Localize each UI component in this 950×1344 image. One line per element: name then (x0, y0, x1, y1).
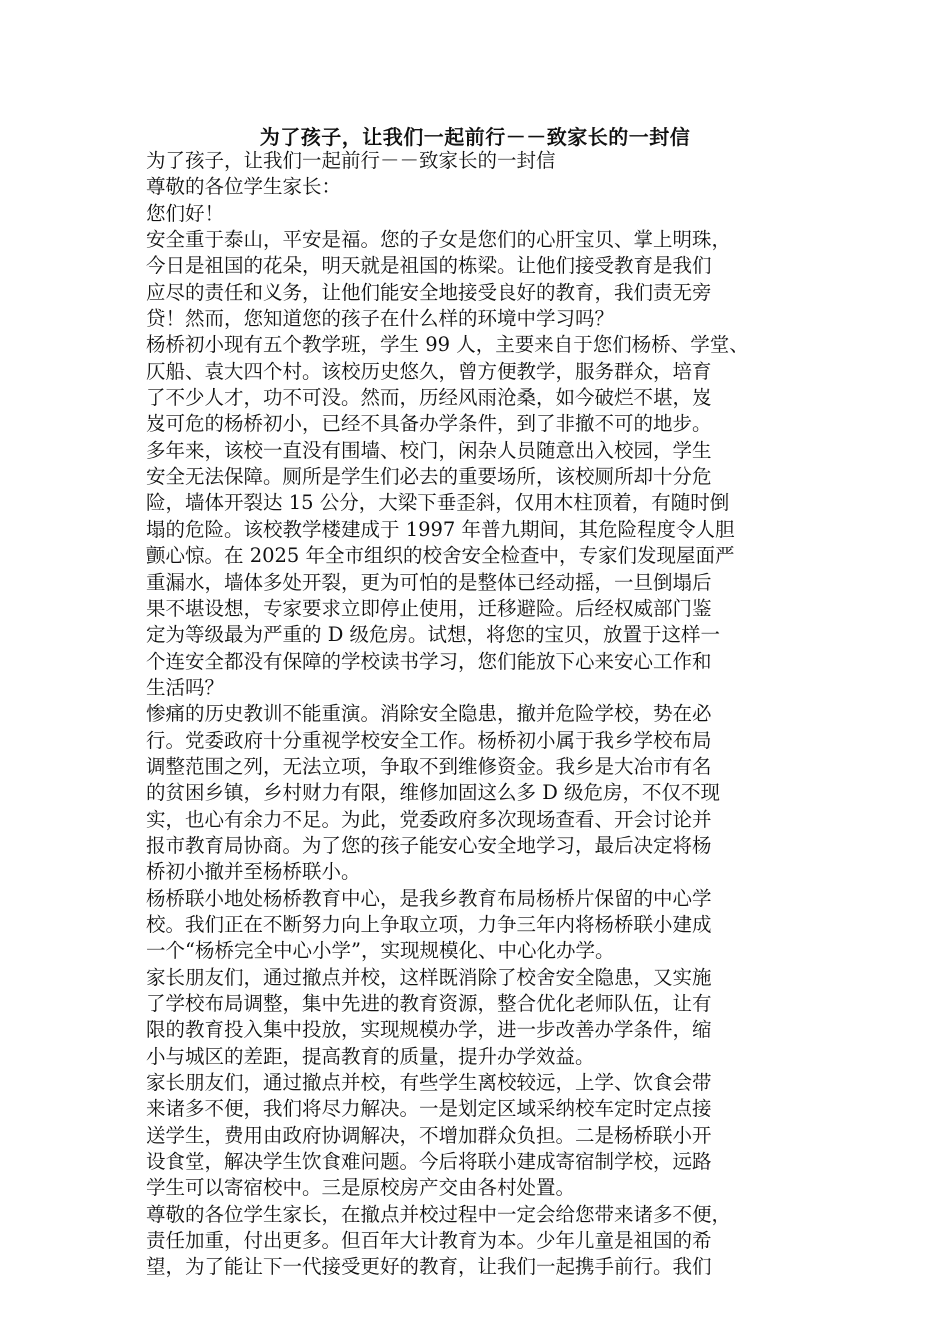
body-line: 小与城区的差距，提高教育的质量，提升办学效益。 (146, 1044, 595, 1068)
body-line: 学生可以寄宿校中。三是原校房产交由各村处置。 (146, 1176, 576, 1200)
body-line: 杨桥初小现有五个教学班，学生 99 人，主要来自于您们杨桥、学堂、 (146, 333, 749, 357)
body-line: 应尽的责任和义务，让他们能安全地接受良好的教育，我们责无旁 (146, 280, 712, 304)
body-line: 塌的危险。该校教学楼建成于 1997 年普九期间，其危险程度令人胆 (146, 517, 735, 541)
body-line: 限的教育投入集中投放，实现规模办学，进一步改善办学条件，缩 (146, 1018, 712, 1042)
body-line: 多年来，该校一直没有围墙、校门，闲杂人员随意出入校园，学生 (146, 438, 712, 462)
body-line: 岌可危的杨桥初小，已经不具备办学条件，到了非撤不可的地步。 (146, 412, 712, 436)
body-line: 贷！然而，您知道您的孩子在什么样的环境中学习吗？ (146, 307, 615, 331)
body-line: 校。我们正在不断努力向上争取立项，力争三年内将杨桥联小建成 (146, 912, 712, 936)
body-line: 行。党委政府十分重视学校安全工作。杨桥初小属于我乡学校布局 (146, 728, 712, 752)
body-line: 定为等级最为严重的 D 级危房。试想，将您的宝贝，放置于这样一 (146, 623, 721, 647)
body-line: 您们好！ (146, 201, 225, 225)
body-line: 安全重于泰山，平安是福。您的子女是您们的心肝宝贝、掌上明珠， (146, 228, 732, 252)
body-line: 责任加重，付出更多。但百年大计教育为本。少年儿童是祖国的希 (146, 1229, 712, 1253)
body-line: 生活吗？ (146, 675, 225, 699)
body-line: 险，墙体开裂达 15 公分，大梁下垂歪斜，仅用木柱顶着，有随时倒 (146, 491, 730, 515)
body-line: 的贫困乡镇，乡村财力有限，维修加固这么多 D 级危房，不仅不现 (146, 781, 721, 805)
document-title: 为了孩子，让我们一起前行－－致家长的一封信 (259, 125, 691, 149)
body-line: 报市教育局协商。为了您的孩子能安心安全地学习，最后决定将杨 (146, 833, 712, 857)
body-line: 桥初小撤并至杨桥联小。 (146, 860, 361, 884)
body-line: 为了孩子，让我们一起前行－－致家长的一封信 (146, 149, 556, 172)
body-line: 一个“杨桥完全中心小学”，实现规模化、中心化办学。 (146, 939, 615, 963)
body-line: 调整范围之列，无法立项，争取不到维修资金。我乡是大冶市有名 (146, 754, 712, 778)
body-line: 颤心惊。在 2025 年全市组织的校舍安全检查中，专家们发现屋面严 (146, 544, 735, 568)
body-line: 果不堪设想，专家要求立即停止使用，迁移避险。后经权威部门鉴 (146, 596, 712, 620)
document-body (146, 148, 810, 1281)
body-line: 来诸多不便，我们将尽力解决。一是划定区域采纳校车定时定点接 (146, 1097, 712, 1121)
body-line: 安全无法保障。厕所是学生们必去的重要场所，该校厕所却十分危 (146, 465, 712, 489)
body-line: 个连安全都没有保障的学校读书学习，您们能放下心来安心工作和 (146, 649, 712, 673)
body-line: 实，也心有余力不足。为此，党委政府多次现场查看、开会讨论并 (146, 807, 712, 831)
body-line: 送学生，费用由政府协调解决，不增加群众负担。二是杨桥联小开 (146, 1123, 712, 1147)
body-line: 家长朋友们，通过撤点并校，有些学生离校较远，上学、饮食会带 (146, 1071, 712, 1095)
body-line: 尊敬的各位学生家长，在撤点并校过程中一定会给您带来诸多不便， (146, 1202, 732, 1226)
body-line: 家长朋友们，通过撤点并校，这样既消除了校舍安全隐患，又实施 (146, 965, 712, 989)
body-line: 了不少人才，功不可没。然而，历经风雨沧桑，如今破烂不堪，岌 (146, 386, 712, 410)
body-line: 仄船、袁大四个村。该校历史悠久，曾方便教学，服务群众，培育 (146, 359, 712, 383)
body-line: 杨桥联小地处杨桥教育中心，是我乡教育布局杨桥片保留的中心学 (146, 886, 712, 910)
body-line: 了学校布局调整，集中先进的教育资源，整合优化老师队伍，让有 (146, 992, 712, 1015)
body-line: 望，为了能让下一代接受更好的教育，让我们一起携手前行。我们 (146, 1255, 712, 1279)
body-line: 设食堂，解决学生饮食难问题。今后将联小建成寄宿制学校，远路 (146, 1150, 712, 1174)
body-line: 今日是祖国的花朵，明天就是祖国的栋梁。让他们接受教育是我们 (146, 254, 712, 278)
body-line: 重漏水，墙体多处开裂，更为可怕的是整体已经动摇，一旦倒塌后 (146, 570, 712, 594)
body-line: 尊敬的各位学生家长： (146, 175, 342, 199)
body-line: 惨痛的历史教训不能重演。消除安全隐患，撤并危险学校，势在必 (146, 702, 712, 726)
